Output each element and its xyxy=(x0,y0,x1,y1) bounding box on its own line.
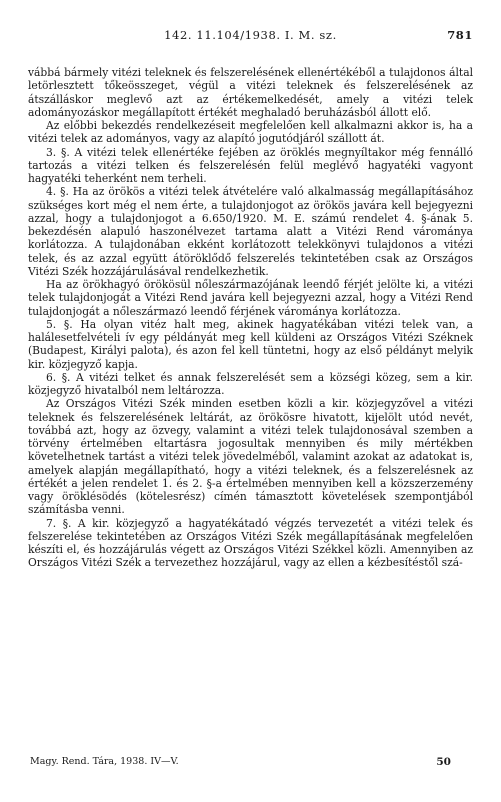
body-text xyxy=(28,66,473,570)
running-title: 142. 11.104/1938. I. M. sz. xyxy=(164,28,337,42)
paragraph-section-4: 4. §. Ha az örökös a vitézi telek átvételére való alkalmasság megállapításához szükséges kort még el nem érte, a tulajdonjogot az örökös javára kell bejegyezni azzal, hogy a tulajdonjogot a 6.650/1920. M. E. számú rendelet 4. §-ának 5. bekezdésén alapuló haszonélvezet tartama alatt a Vitézi Rend várománya korlátozza. A tulajdonában ekként korlátozott telekkönyvi tulajdonos a vitézi telek, és az azzal együtt átöröklődő felszerelés tekintetében csak az Országos Vitézi Szék hozzájárulásával rendelkezhetik. xyxy=(28,185,473,278)
paragraph-section-5: 5. §. Ha olyan vitéz halt meg, akinek hagyatékában vitézi telek van, a halálesetfelvételi ív egy példányát meg kell küldeni az Országos Vitézi Széknek (Budapest, Királyi palota), és azon fel kell tüntetni, hogy az első példányt melyik kir. közjegyző kapja. xyxy=(28,317,473,371)
paragraph-section-7: 7. §. A kir. közjegyző a hagyatékátadó végzés tervezetét a vitézi telek és felszerelése tekintetében az Országos Vitézi Szék megállapításának megfelelően készíti el, és hozzájárulás végett az Országos Vitézi Székkel közli. Amennyiben az Országos Vitézi Szék a tervezethez hozzájárul, vagy az ellen a kézbesítéstől szá- xyxy=(28,516,473,570)
paragraph: Ha az örökhagyó örökösül nőleszármazójának leendő férjét jelölte ki, a vitézi telek tulajdonjogát a Vitézi Rend javára kell bejegyezni azzal, hogy a Vitézi Rend tulajdonjogát a nőleszármazó leendő férjének várománya korlátozza. xyxy=(28,278,473,318)
paragraph-continuation: vábbá bármely vitézi teleknek és felszerelésének ellenértékéből a tulajdonos által letörlesztett tőkeösszeget, végül a vitézi teleknek és felszerelésének az átszálláskor meglevő azt az értékemelkedését, amely a vitézi telek adományozáskor megállapított értékét meghaladó beruházásból állott elő. xyxy=(28,66,473,119)
page-number: 781 xyxy=(447,28,473,42)
sheet-number: 50 xyxy=(436,756,451,768)
paragraph-section-6: 6. §. A vitézi telket és annak felszerelését sem a községi közeg, sem a kir. közjegyző hivatalból nem leltározza. xyxy=(28,370,473,397)
paragraph: Az Országos Vitézi Szék minden esetben közli a kir. közjegyzővel a vitézi teleknek és felszerelésének leltárát, az örökösre hivatott, kijelölt utód nevét, továbbá azt, hogy az özvegy, valamint a vitézi telek tulajdonosával szemben a törvény értelmében eltartásra jogosultak mennyiben és mily mértékben követelhetnek tartást a vitézi telek jövedelméből, valamint azokat az adatokat is, amelyek alapján megállapítható, hogy a vitézi teleknek, és a felszerelésnek az értékét a jelen rendelet 1. és 2. §-a értelmében mennyiben kell a közszerzemény vagy öröklésödés (kötelesrész) címén támasztott követelések szempontjából számításba venni. xyxy=(28,397,473,517)
paragraph: Az előbbi bekezdés rendelkezéseit megfelelően kell alkalmazni akkor is, ha a vitézi telek az adományos, vagy az alapító jogutódjáról szállott át. xyxy=(28,119,473,146)
paragraph-section-3: 3. §. A vitézi telek ellenértéke fejében az öröklés megnyíltakor még fennálló tartozás a vitézi telken és felszerelésén felül meglévő hagyatéki vagyont hagyatéki teherként nem terheli. xyxy=(28,145,473,185)
page-header xyxy=(28,28,473,44)
footer-source: Magy. Rend. Tára, 1938. IV—V. xyxy=(30,756,179,767)
page-footer xyxy=(30,756,473,770)
